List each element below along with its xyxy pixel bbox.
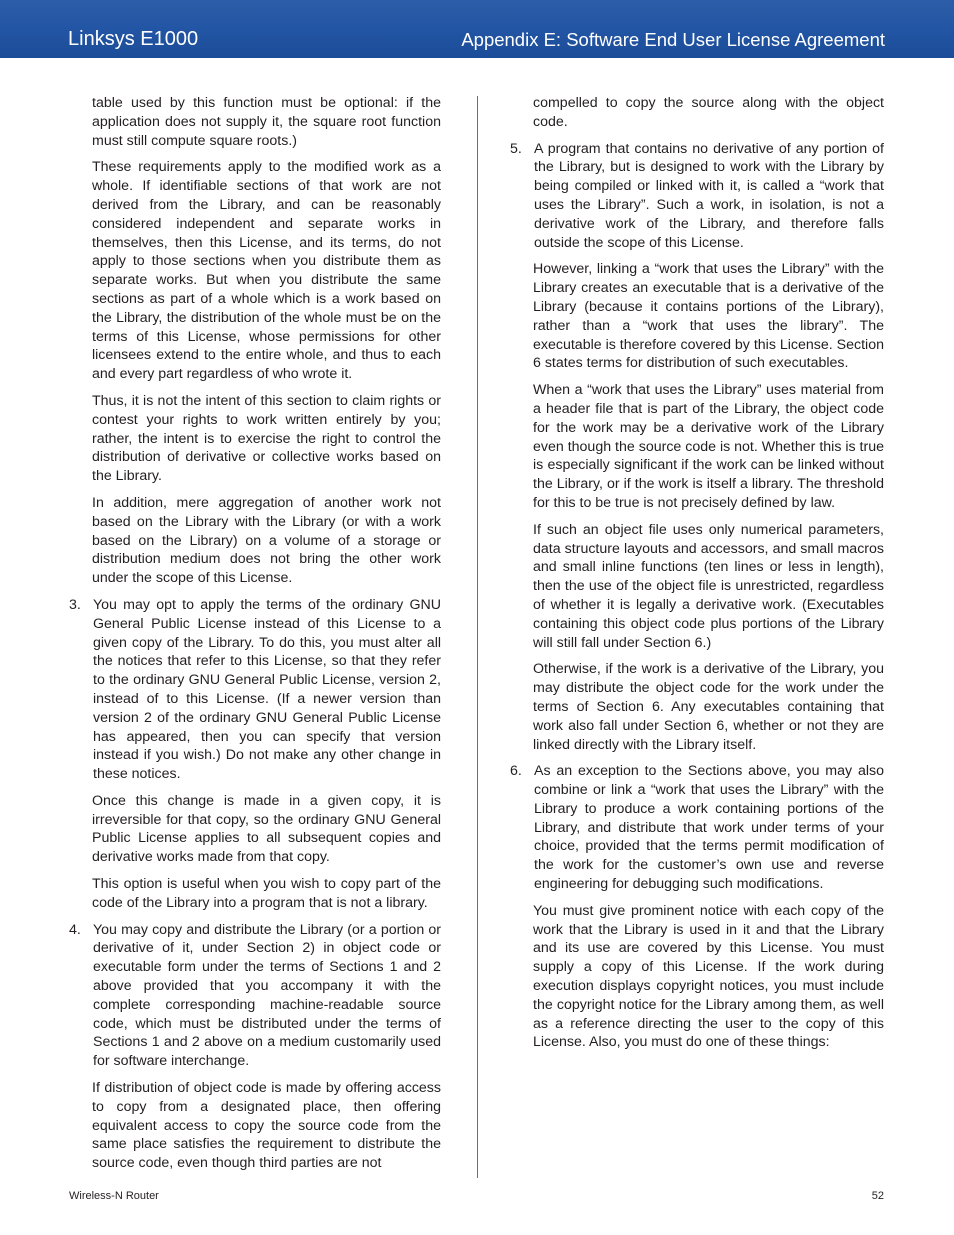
body-paragraph: compelled to copy the source along with the object code. xyxy=(533,95,884,130)
right-text-column xyxy=(507,94,884,1060)
body-paragraph: If such an object file uses only numerical parameters, data structure layouts and accessors, and small macros and small inline functions (ten lines or less in length), then the use of the object file is unrestricted, regardless of whether it is legally a derivative work. (Executables containing this object code plus portions of the Library will still fall under Section 6.) xyxy=(533,521,884,651)
body-paragraph: These requirements apply to the modified work as a whole. If identifiable sections of that work are not derived from the Library, and can be reasonably considered independent and separate works in themselves, then this License, and its terms, do not apply to those sections when you distribute them as separate works. But when you distribute the same sections as part of a whole which is a work based on the Library, the distribution of the whole must be on the terms of this License, whose permissions for other licensees extend to the entire whole, and thus to each and every part regardless of who wrote it. xyxy=(92,159,441,383)
numbered-paragraph xyxy=(66,596,441,784)
body-paragraph: However, linking a “work that uses the Library” with the Library creates an executable that is a derivative of the Library (because it contains portions of the Library), rather than a “work that uses the library”. The executable is therefore covered by this License. Section 6 states terms for distribution of such executables. xyxy=(533,261,884,372)
paragraph-number: 5. xyxy=(510,140,522,157)
page-header xyxy=(0,0,954,58)
left-text-column xyxy=(66,94,441,1181)
numbered-paragraph xyxy=(66,921,441,1071)
header-section-title: Appendix E: Software End User License Agreement xyxy=(461,29,885,50)
body-paragraph: Once this change is made in a given copy, it is irreversible for that copy, so the ordinary GNU General Public License applies to all subsequent copies and derivative works made from that copy. xyxy=(92,792,441,866)
paragraph-number: 6. xyxy=(510,763,522,780)
column-divider xyxy=(477,96,478,1178)
body-paragraph: In addition, mere aggregation of another work not based on the Library with the Library (or with a work based on the Library) on a volume of a storage or distribution medium does not bring the other work under the scope of this License. xyxy=(92,494,441,587)
paragraph-text: You may copy and distribute the Library (or a portion or derivative of it, under Section 2) in object code or executable form under the terms of Sections 1 and 2 above provided that you accompany it with the complete corresponding machine-readable source code, which must be distributed under the terms of Sections 1 and 2 above on a medium customarily used for software interchange. xyxy=(93,921,441,1070)
paragraph-text: As an exception to the Sections above, you may also combine or link a “work that uses the Library” with the Library to produce a work containing portions of the Library, and distribute that work under terms of your choice, provided that the terms permit modification of the work for the customer’s own use and reverse engineering for debugging such modifications. xyxy=(534,763,884,893)
numbered-paragraph xyxy=(507,140,884,253)
paragraph-number: 3. xyxy=(69,596,81,613)
header-product-name: Linksys E1000 xyxy=(68,28,199,50)
paragraph-text: A program that contains no derivative of any portion of the Library, but is designed to work with the Library by being compiled or linked with it, is called a “work that uses the Library”. Such a work, in isolation, is not a derivative work of the Library, and therefore falls outside the scope of this License. xyxy=(534,140,884,251)
body-paragraph: You must give prominent notice with each copy of the work that the Library is used in it and that the Library and its use are covered by this License. You must supply a copy of this License. If the work during execution displays copyright notices, you must include the copyright notice for the Library among them, as well as a reference directing the user to the copy of this License. Also, you must do one of these things: xyxy=(533,902,884,1051)
numbered-paragraph xyxy=(507,762,884,894)
body-paragraph: If distribution of object code is made by offering access to copy from a designated place, then offering equivalent access to copy the source code from the same place satisfies the requirement to distribute the source code, even though third parties are not xyxy=(92,1080,441,1172)
paragraph-text: You may opt to apply the terms of the ordinary GNU General Public License instead of this License to a given copy of the Library. To do this, you must alter all the notices that refer to this License, so that they refer to the ordinary GNU General Public License, version 2, instead of to this License. (If a newer version than version 2 of the ordinary GNU General Public License has appeared, then you can specify that version instead if you wish.) Do not make any other change in these notices. xyxy=(93,596,441,783)
body-paragraph: Thus, it is not the intent of this section to claim rights or contest your rights to work written entirely by you; rather, the intent is to exercise the right to control the distribution of derivative or collective works based on the Library. xyxy=(92,392,441,485)
body-paragraph: Otherwise, if the work is a derivative of the Library, you may distribute the object code for the work under the terms of Section 6. Any executables containing that work also fall under Section 6, whether or not they are linked directly with the Library itself. xyxy=(533,661,884,753)
body-paragraph: table used by this function must be optional: if the application does not supply it, the square root function must still compute square roots.) xyxy=(92,95,441,149)
body-paragraph: When a “work that uses the Library” uses material from a header file that is part of the Library, the object code for the work may be a derivative work of the Library even though the source code is not. Whether this is true is especially significant if the work can be linked without the Library, or if the work is itself a library. The threshold for this to be true is not precisely defined by law. xyxy=(533,382,884,511)
footer-device-name: Wireless-N Router xyxy=(69,1190,159,1202)
paragraph-number: 4. xyxy=(69,921,81,938)
body-paragraph: This option is useful when you wish to copy part of the code of the Library into a program that is not a library. xyxy=(92,876,441,911)
footer-page-number: 52 xyxy=(871,1190,884,1202)
